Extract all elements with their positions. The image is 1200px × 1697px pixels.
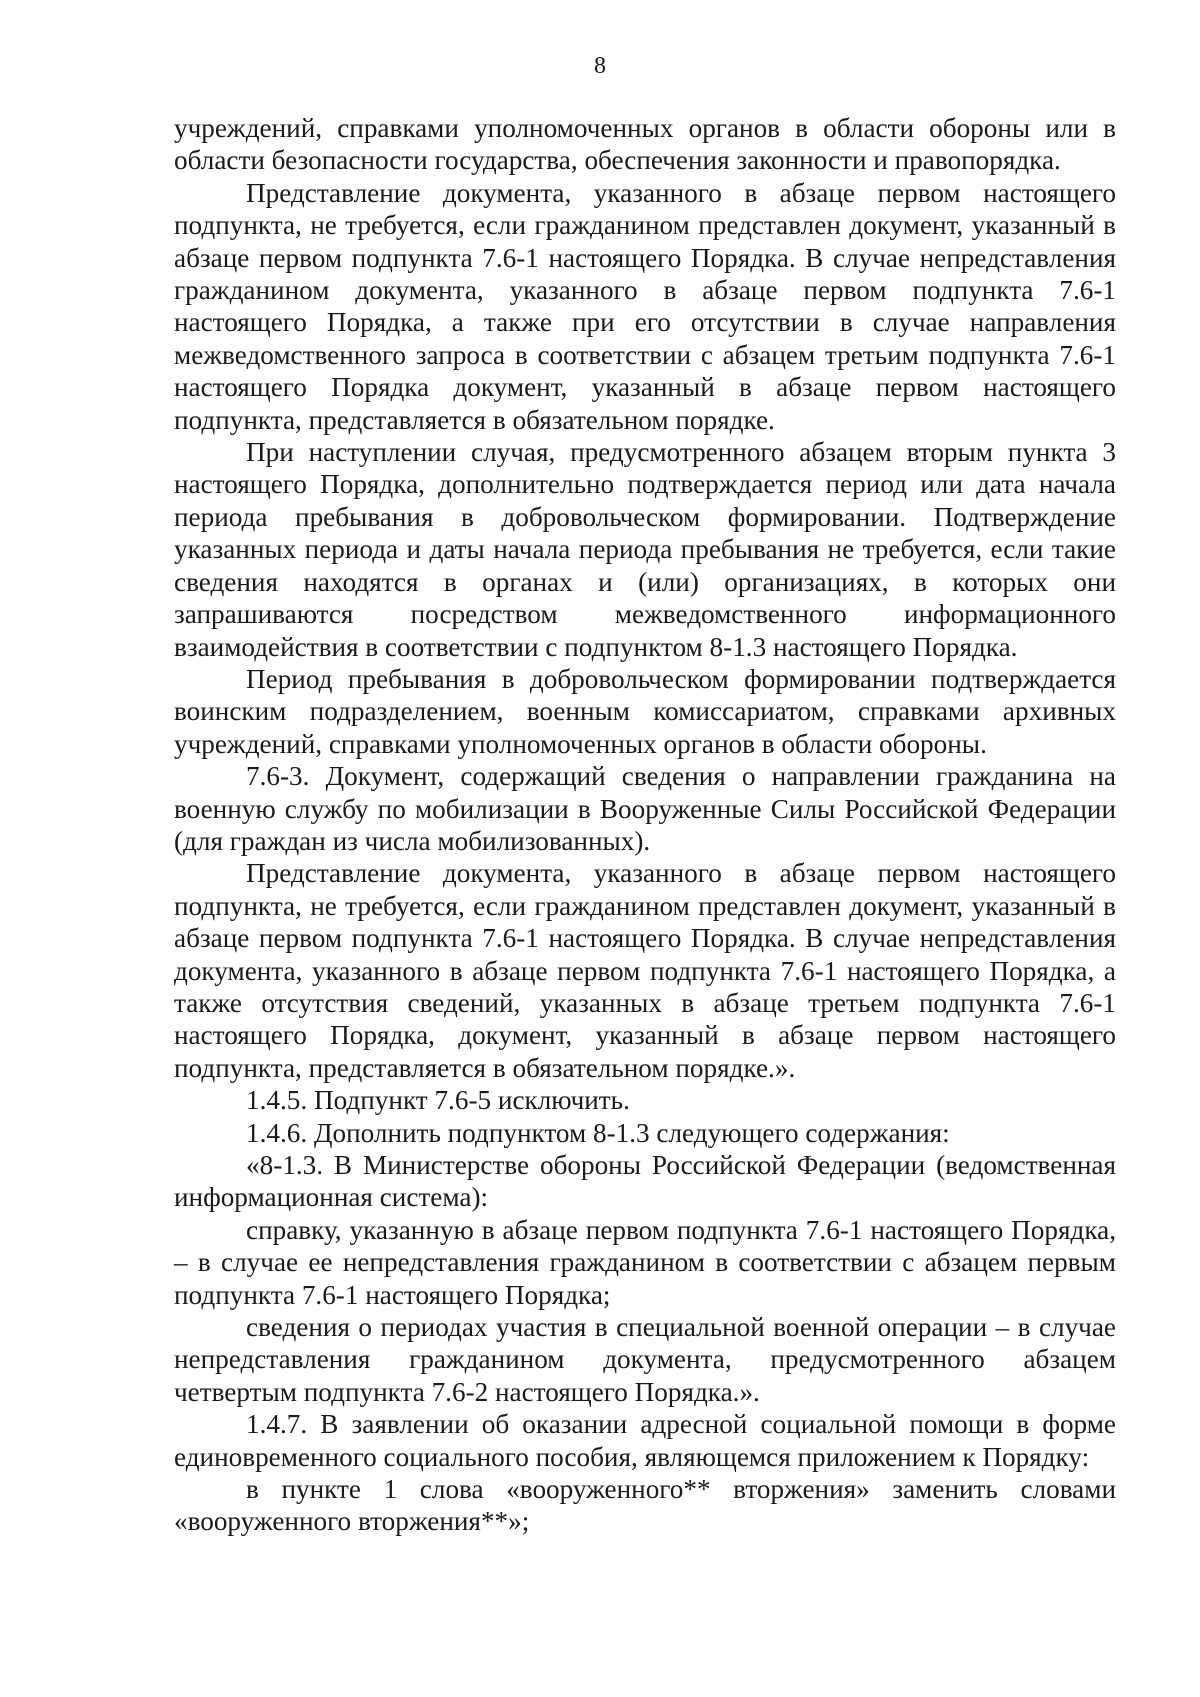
paragraph: сведения о периодах участия в специальной военной операции – в случае непредставления гражданином документа, предусмотренного абзацем четвертым подпункта 7.6-2 настоящего Порядка.». [174,1312,1116,1407]
paragraph: Представление документа, указанного в абзаце первом настоящего подпункта, не требуется, если гражданином представлен документ, указанный в абзаце первом подпункта 7.6-1 настоящего Порядка. В случае непредставления документа, указанного в абзаце первом подпункта 7.6-1 настоящего Порядка, а также отсутствия сведений, указанных в абзаце третьем подпункта 7.6-1 настоящего Порядка, документ, указанный в абзаце первом настоящего подпункта, представляется в обязательном порядке.». [174,858,1116,1083]
paragraph: 1.4.5. Подпункт 7.6-5 исключить. [246,1085,630,1116]
paragraph: 7.6-3. Документ, содержащий сведения о направлении гражданина на военную службу по мобилизации в Вооруженные Силы Российской Федерации (для граждан из числа мобилизованных). [174,761,1116,856]
paragraph: справку, указанную в абзаце первом подпункта 7.6-1 настоящего Порядка, – в случае ее непредставления гражданином в соответствии с абзацем первым подпункта 7.6-1 настоящего Порядка; [174,1214,1116,1310]
paragraph: 1.4.7. В заявлении об оказании адресной социальной помощи в форме единовременного социального пособия, являющемся приложением к Порядку: [174,1409,1116,1472]
paragraph: 1.4.6. Дополнить подпунктом 8-1.3 следующего содержания: [246,1117,950,1148]
page-number: 8 [594,53,606,79]
paragraph: Представление документа, указанного в абзаце первом настоящего подпункта, не требуется, если гражданином представлен документ, указанный в абзаце первом подпункта 7.6-1 настоящего Порядка. В случае непредставления гражданином документа, указанного в абзаце первом подпункта 7.6-1 настоящего Порядка, а также при его отсутствии в случае направления межведомственного запроса в соответствии с абзацем третьим подпункта 7.6-1 настоящего Порядка документ, указанный в абзаце первом настоящего подпункта, представляется в обязательном порядке. [174,177,1116,435]
paragraph: При наступлении случая, предусмотренного абзацем вторым пункта 3 настоящего Порядка, дополнительно подтверждается период или дата начала периода пребывания в добровольческом формировании. Подтверждение указанных периода и даты начала периода пребывания не требуется, если такие сведения находятся в органах и (или) организациях, в которых они запрашиваются посредством межведомственного информационного взаимодействия в соответствии с подпунктом 8-1.3 настоящего Порядка. [174,437,1116,662]
document-body [174,112,1116,1538]
paragraph: Период пребывания в добровольческом формировании подтверждается воинским подразделением, военным комиссариатом, справками архивных учреждений, справками уполномоченных органов в области обороны. [174,663,1116,759]
paragraph: учреждений, справками уполномоченных органов в области обороны или в области безопасности государства, обеспечения законности и правопорядка. [174,113,1116,176]
paragraph: «8-1.3. В Министерстве обороны Российской Федерации (ведомственная информационная система): [174,1150,1116,1213]
paragraph: в пункте 1 слова «вооруженного** вторжения» заменить словами «вооруженного вторжения**»; [174,1474,1116,1537]
